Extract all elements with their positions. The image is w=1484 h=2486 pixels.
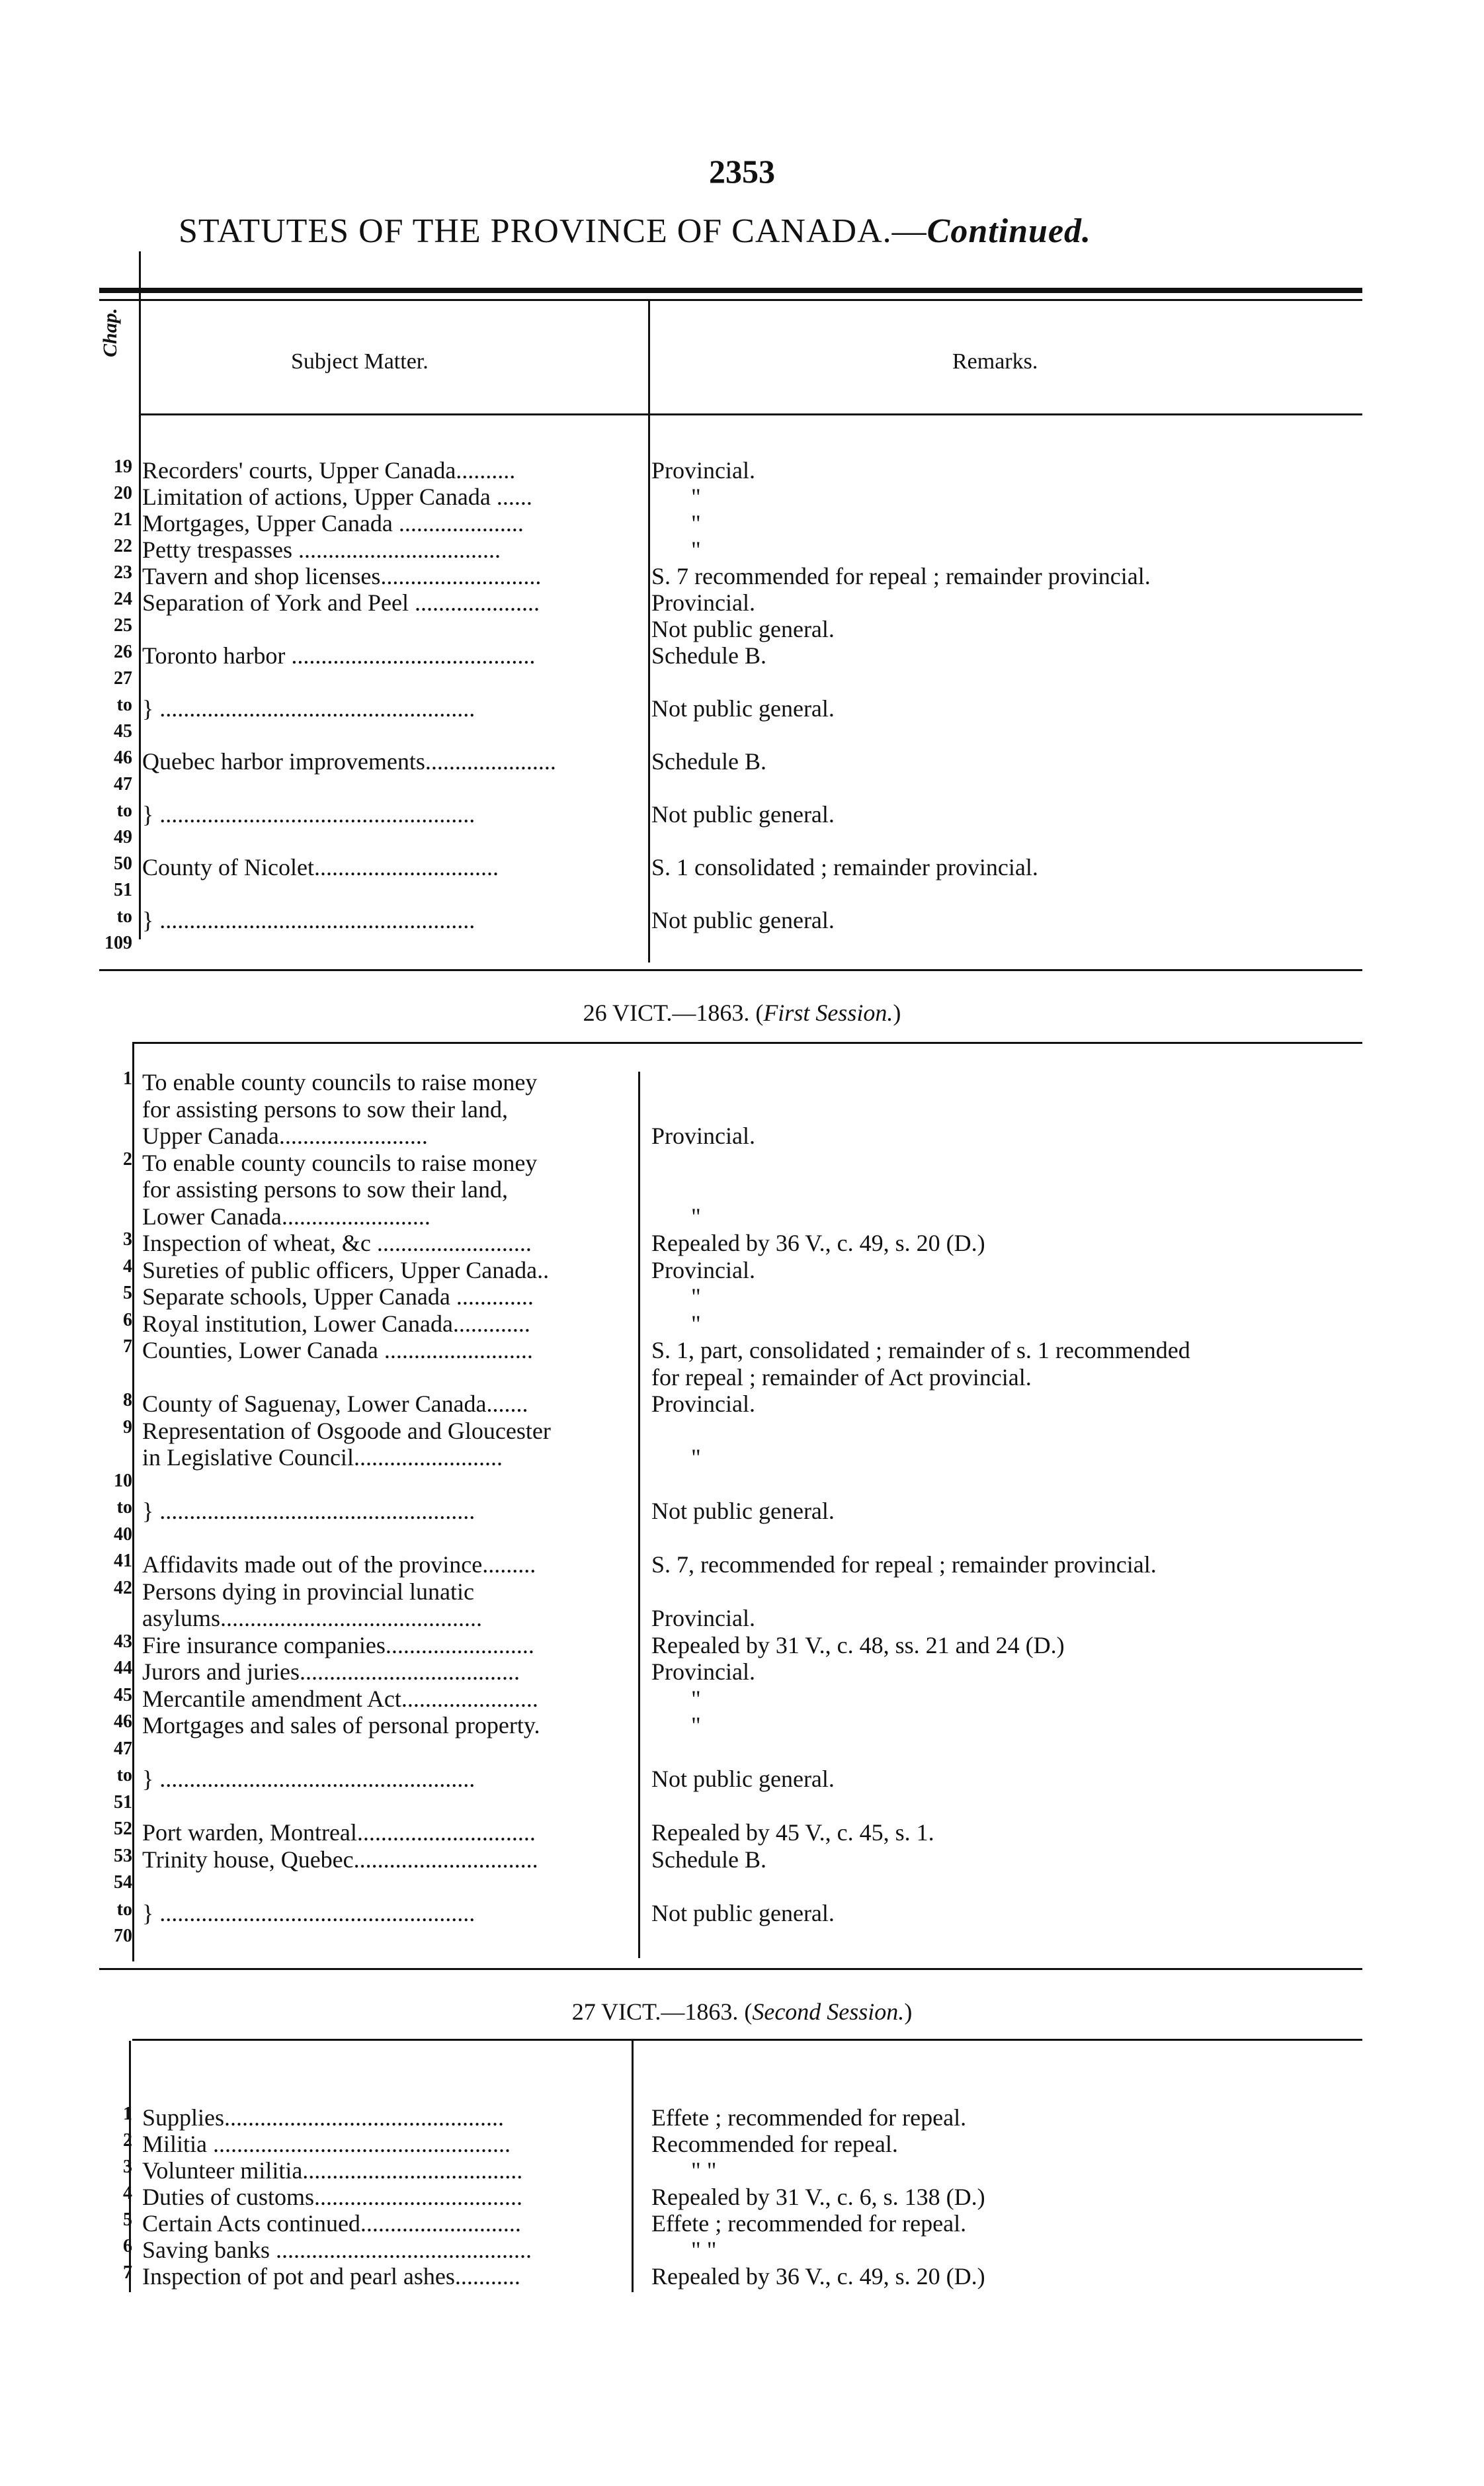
- remark: Repealed by 31 V., c. 48, ss. 21 and 24 (D.): [651, 1631, 1065, 1658]
- subject-matter: Sureties of public officers, Upper Canada..: [142, 1256, 550, 1283]
- subject-matter: Representation of Osgoode and Gloucester: [142, 1417, 551, 1444]
- subject-matter: } .....................................................: [142, 801, 475, 828]
- subject-matter: } .....................................................: [142, 695, 475, 722]
- section-27-vict: [0, 1998, 1484, 2026]
- chapter-number: 5: [123, 1283, 132, 1303]
- subject-matter: Volunteer militia.....................................: [142, 2157, 523, 2184]
- chapter-number: 40: [114, 1523, 132, 1545]
- subject-matter: Port warden, Montreal..............................: [142, 1819, 536, 1846]
- remark: ": [691, 484, 701, 510]
- subject-matter: Quebec harbor improvements......................: [142, 748, 556, 775]
- block1-chap-rule: [139, 251, 141, 939]
- remark: Repealed by 45 V., c. 45, s. 1.: [651, 1819, 934, 1846]
- subject-matter: Recorders' courts, Upper Canada..........: [142, 457, 516, 484]
- remark: ": [691, 1444, 701, 1471]
- chapter-number: to: [116, 695, 132, 715]
- remark: Effete ; recommended for repeal.: [651, 2104, 967, 2131]
- section3-rule: [132, 2039, 1362, 2041]
- section2-label: 26 VICT.—1863. (: [583, 1000, 764, 1026]
- chapter-number: 44: [114, 1658, 132, 1678]
- chapter-number: 26: [114, 642, 132, 662]
- remark: ": [691, 536, 701, 563]
- chapter-number: 45: [114, 721, 132, 742]
- chapter-number: 25: [114, 615, 132, 636]
- chapter-number: 3: [123, 2157, 132, 2177]
- subject-matter: Lower Canada.........................: [142, 1203, 431, 1230]
- remark: ": [691, 1283, 701, 1310]
- chapter-number: 7: [123, 2262, 132, 2283]
- remark: Not public general.: [651, 695, 835, 722]
- subject-matter: Saving banks ...........................................: [142, 2237, 532, 2263]
- chapter-number: 70: [114, 1926, 132, 1946]
- chapter-number: 5: [123, 2209, 132, 2230]
- subject-matter: Supplies...............................................: [142, 2104, 505, 2131]
- remark: Repealed by 36 V., c. 49, s. 20 (D.): [651, 1230, 985, 1256]
- chapter-number: 24: [114, 589, 132, 609]
- subject-matter: } .....................................................: [142, 1766, 475, 1792]
- remark: ": [691, 1203, 701, 1230]
- chapter-number: 20: [114, 483, 132, 503]
- chapter-number: 2: [123, 1148, 132, 1170]
- chapter-number: 53: [114, 1845, 132, 1866]
- chapter-number: 9: [123, 1416, 132, 1437]
- subject-matter: Mercantile amendment Act.......................: [142, 1685, 538, 1712]
- page-title: [179, 212, 1091, 251]
- subject-matter: Inspection of wheat, &c ..........................: [142, 1230, 532, 1256]
- remark: Provincial.: [651, 1256, 755, 1283]
- chapter-number: 54: [114, 1872, 132, 1893]
- chapter-number: 52: [114, 1819, 132, 1839]
- subject-matter: Certain Acts continued...........................: [142, 2210, 521, 2237]
- subject-matter: Jurors and juries.....................................: [142, 1658, 520, 1685]
- block1-end-rule: [99, 969, 1362, 971]
- subject-matter: Petty trespasses ..................................: [142, 536, 501, 563]
- chapter-number: 4: [123, 1256, 132, 1277]
- remark: Repealed by 31 V., c. 6, s. 138 (D.): [651, 2184, 985, 2210]
- chapter-number: to: [116, 800, 132, 821]
- chapter-number: to: [116, 1765, 132, 1785]
- remark: ": [691, 1712, 701, 1738]
- remark: S. 1, part, consolidated ; remainder of s. 1 recommended: [651, 1337, 1190, 1363]
- chapter-number: 41: [114, 1551, 132, 1571]
- chapter-number: 47: [114, 1738, 132, 1759]
- remark: S. 7 recommended for repeal ; remainder provincial.: [651, 563, 1151, 589]
- remark: Provincial.: [651, 589, 755, 616]
- chapter-number: 47: [114, 774, 132, 794]
- chapter-number: 19: [114, 456, 132, 477]
- block2-end-rule: [99, 1968, 1362, 1970]
- subject-matter: for assisting persons to sow their land,: [142, 1176, 508, 1203]
- remark: " ": [691, 2237, 717, 2263]
- remark: Not public general.: [651, 1766, 835, 1792]
- subject-matter: Mortgages and sales of personal property.: [142, 1712, 540, 1738]
- subject-matter: Counties, Lower Canada .........................: [142, 1337, 533, 1363]
- subject-matter: Limitation of actions, Upper Canada ......: [142, 484, 532, 510]
- top-rule-thin: [99, 299, 1362, 301]
- subject-matter: To enable county councils to raise money: [142, 1069, 538, 1095]
- chapter-number: 10: [114, 1470, 132, 1491]
- subject-matter: Upper Canada.........................: [142, 1123, 428, 1149]
- remarks-column-header: Remarks.: [952, 349, 1038, 374]
- remark: Schedule B.: [651, 642, 766, 669]
- section3-close: ): [904, 1998, 913, 2025]
- remark: Not public general.: [651, 616, 835, 642]
- title-continued: Continued.: [927, 212, 1092, 250]
- chapter-number: 23: [114, 562, 132, 583]
- chapter-number: 21: [114, 509, 132, 530]
- remark: Provincial.: [651, 457, 755, 484]
- chapter-number: 45: [114, 1684, 132, 1705]
- chapter-number: 51: [114, 880, 132, 900]
- remark: S. 1 consolidated ; remainder provincial.: [651, 854, 1038, 880]
- subject-matter: asylums............................................: [142, 1605, 483, 1631]
- section3-label: 27 VICT.—1863. (: [571, 1998, 753, 2025]
- section2-rule: [132, 1042, 1362, 1044]
- remark: ": [691, 1685, 701, 1712]
- remark: Schedule B.: [651, 1846, 766, 1873]
- subject-matter: Toronto harbor .........................................: [142, 642, 536, 669]
- chapter-number: 7: [123, 1336, 132, 1357]
- chapter-number: 4: [123, 2183, 132, 2204]
- chapter-number: 49: [114, 827, 132, 847]
- subject-matter: Persons dying in provincial lunatic: [142, 1578, 474, 1605]
- remark: Not public general.: [651, 1498, 835, 1524]
- subject-matter: Duties of customs...................................: [142, 2184, 522, 2210]
- remark: Effete ; recommended for repeal.: [651, 2210, 967, 2237]
- section2-close: ): [893, 1000, 901, 1026]
- chapter-number: to: [116, 906, 132, 927]
- remark: ": [691, 510, 701, 536]
- subject-matter: in Legislative Council.........................: [142, 1444, 503, 1471]
- remark: Schedule B.: [651, 748, 766, 775]
- chap-column-label: Chap.: [99, 308, 121, 357]
- remark: Not public general.: [651, 801, 835, 828]
- remark: S. 7, recommended for repeal ; remainder provincial.: [651, 1551, 1157, 1578]
- remark: Repealed by 36 V., c. 49, s. 20 (D.): [651, 2263, 985, 2290]
- subject-matter: } .....................................................: [142, 1899, 475, 1926]
- subject-matter: Affidavits made out of the province.........: [142, 1551, 536, 1578]
- subject-matter: } .....................................................: [142, 907, 475, 933]
- subject-matter: Trinity house, Quebec...............................: [142, 1846, 538, 1873]
- page-number: 2353: [709, 153, 775, 190]
- chapter-number: to: [116, 1497, 132, 1518]
- top-rule-thick: [99, 288, 1362, 293]
- section3-session: Second Session.: [752, 1998, 905, 2025]
- remark: for repeal ; remainder of Act provincial.: [651, 1363, 1032, 1391]
- subject-matter: To enable county councils to raise money: [142, 1149, 538, 1176]
- subject-matter: for assisting persons to sow their land,: [142, 1095, 508, 1123]
- remark: Provincial.: [651, 1605, 755, 1631]
- chapter-number: 6: [123, 2236, 132, 2256]
- chapter-number: 27: [114, 668, 132, 689]
- subject-matter: Inspection of pot and pearl ashes...........: [142, 2263, 520, 2290]
- chapter-number: 51: [114, 1791, 132, 1813]
- title-main: STATUTES OF THE PROVINCE OF CANADA.—: [179, 212, 927, 250]
- remark: Provincial.: [651, 1123, 755, 1149]
- section-26-vict: [0, 999, 1484, 1027]
- remark: Not public general.: [651, 1899, 835, 1926]
- subject-matter: Fire insurance companies.........................: [142, 1631, 534, 1658]
- remark: " ": [691, 2157, 717, 2184]
- chapter-number: 46: [114, 748, 132, 768]
- subject-matter: Tavern and shop licenses...........................: [142, 563, 542, 589]
- chapter-number: to: [116, 1899, 132, 1920]
- block2-chap-rule: [132, 1042, 134, 1961]
- subject-matter: Separate schools, Upper Canada .............: [142, 1283, 534, 1310]
- chapter-number: 8: [123, 1390, 132, 1410]
- subject-column-header: Subject Matter.: [291, 349, 429, 374]
- chapter-number: 42: [114, 1577, 132, 1598]
- chapter-number: 2: [123, 2130, 132, 2151]
- chapter-number: 109: [104, 933, 132, 953]
- header-bottom-rule: [139, 413, 1362, 415]
- chapter-number: 43: [114, 1631, 132, 1652]
- chapter-number: 1: [123, 2104, 132, 2124]
- remark: Recommended for repeal.: [651, 2131, 898, 2157]
- subject-matter: Mortgages, Upper Canada .....................: [142, 510, 524, 536]
- remark: ": [691, 1310, 701, 1337]
- remark: Provincial.: [651, 1391, 755, 1417]
- chapter-number: 3: [123, 1229, 132, 1250]
- chapter-number: 22: [114, 536, 132, 556]
- subject-matter: County of Saguenay, Lower Canada.......: [142, 1391, 528, 1417]
- chapter-number: 6: [123, 1309, 132, 1330]
- remark: Not public general.: [651, 907, 835, 933]
- subject-matter: Royal institution, Lower Canada.............: [142, 1310, 530, 1337]
- subject-matter: County of Nicolet...............................: [142, 854, 499, 880]
- remark: Provincial.: [651, 1658, 755, 1685]
- chapter-number: 1: [123, 1068, 132, 1089]
- chapter-number: 46: [114, 1711, 132, 1732]
- chapter-number: 50: [114, 853, 132, 874]
- subject-matter: Separation of York and Peel .....................: [142, 589, 540, 616]
- subject-matter: } .....................................................: [142, 1498, 475, 1524]
- subject-matter: Militia ..................................................: [142, 2131, 511, 2157]
- section2-session: First Session.: [763, 1000, 893, 1026]
